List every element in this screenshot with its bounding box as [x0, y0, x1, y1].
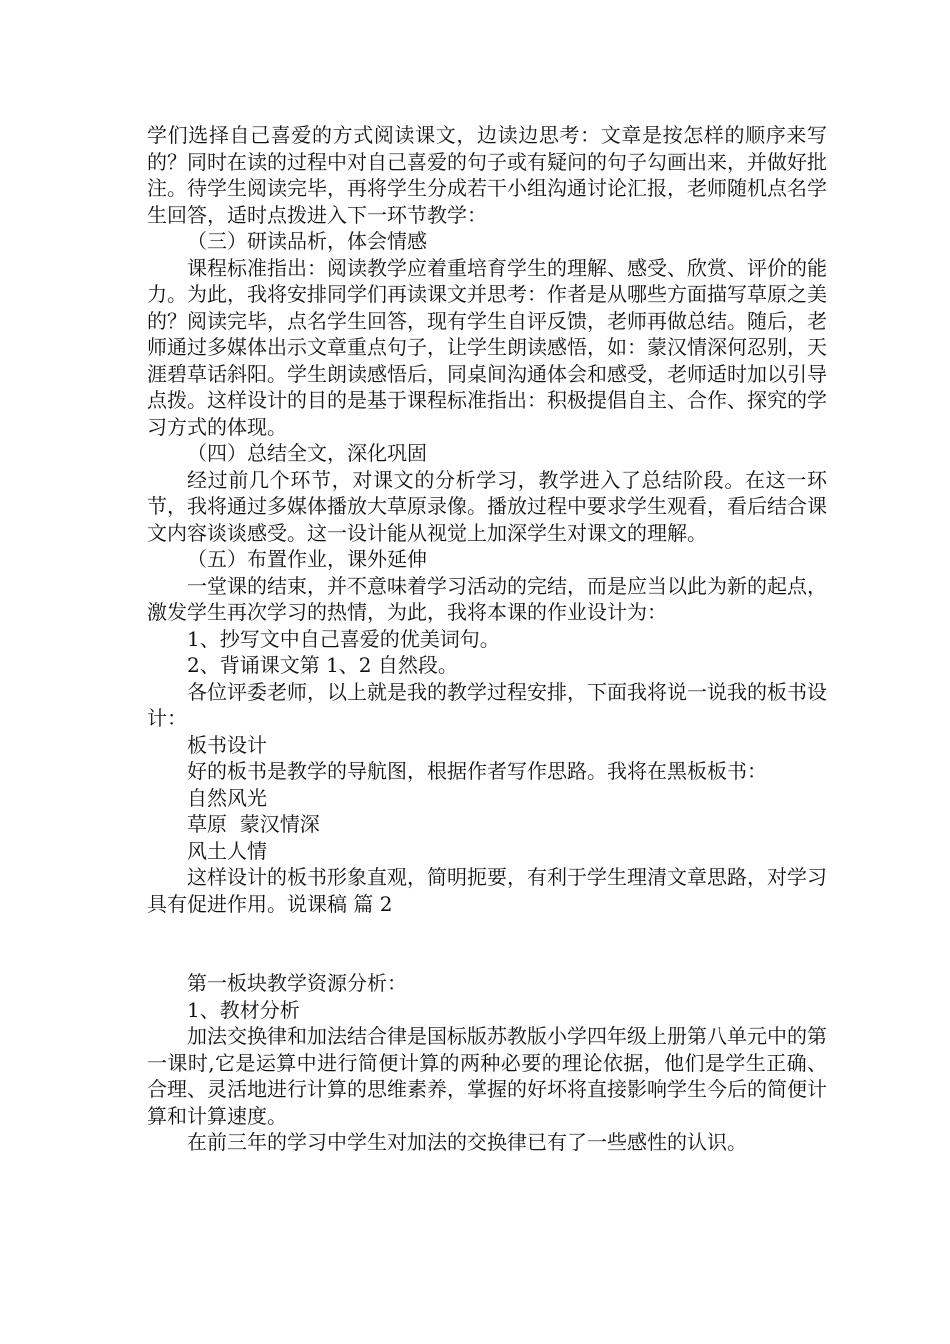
section-heading: 第一板块教学资源分析：	[187, 971, 407, 995]
board-line: 自然风光	[187, 785, 267, 810]
document-page	[147, 122, 827, 1156]
section-heading-4: （四）总结全文，深化巩固	[187, 441, 427, 465]
paragraph: 各位评委老师，以上就是我的教学过程安排，下面我将说一说我的板书设计：	[147, 679, 827, 730]
paragraph: 好的板书是教学的导航图，根据作者写作思路。我将在黑板板书：	[187, 759, 767, 783]
paragraph: 一堂课的结束，并不意味着学习活动的完结，而是应当以此为新的起点，激发学生再次学习的热情，为此，我将本课的作业设计为：	[147, 573, 827, 624]
paragraph: 经过前几个环节，对课文的分析学习，教学进入了总结阶段。在这一环节，我将通过多媒体播放大草原录像。播放过程中要求学生观看，看后结合课文内容谈谈感受。这一设计能从视觉上加深学生对课文的理解。	[147, 467, 827, 545]
section-heading-5: （五）布置作业，课外延伸	[187, 547, 427, 571]
board-line: 风土人情	[187, 838, 267, 863]
paragraph-continuation: 学们选择自己喜爱的方式阅读课文，边读边思考：文章是按怎样的顺序来写的？同时在读的过程中对自己喜爱的句子或有疑问的句子勾画出来，并做好批注。待学生阅读完毕，再将学生分成若干小组沟通讨论汇报，老师随机点名学生回答，适时点拨进入下一环节教学：	[147, 123, 827, 227]
paragraph: 在前三年的学习中学生对加法的交换律已有了一些感性的认识。	[187, 1130, 747, 1154]
paragraph: 加法交换律和加法结合律是国标版苏教版小学四年级上册第八单元中的第一课时,它是运算中进行简便计算的两种必要的理论依据，他们是学生正确、合理、灵活地进行计算的思维素养，掌握的好坏将直接影响学生今后的简便计算和计算速度。	[147, 1024, 827, 1128]
subheading: 1、教材分析	[187, 997, 300, 1022]
paragraph: 课程标准指出：阅读教学应着重培育学生的理解、感受、欣赏、评价的能力。为此，我将安排同学们再读课文并思考：作者是从哪些方面描写草原之美的？阅读完毕，点名学生回答，现有学生自评反馈，老师再做总结。随后，老师通过多媒体出示文章重点句子，让学生朗读感悟，如：蒙汉情深何忍别，天涯碧草话斜阳。学生朗读感悟后，同桌间沟通体会和感受，老师适时加以引导点拨。这样设计的目的是基于课程标准指出：积极提倡自主、合作、探究的学习方式的体现。	[147, 255, 827, 439]
list-item: 1、抄写文中自己喜爱的优美词句。	[187, 626, 500, 651]
list-item: 2、背诵课文第 1、2 自然段。	[187, 653, 458, 677]
section-heading-3: （三）研读品析，体会情感	[187, 229, 427, 253]
board-line: 草原 蒙汉情深	[187, 812, 320, 836]
subheading: 板书设计	[187, 732, 267, 757]
paragraph: 这样设计的板书形象直观，简明扼要，有利于学生理清文章思路，对学习具有促进作用。说课稿 篇 2	[147, 865, 827, 916]
blank-gap	[147, 917, 827, 970]
